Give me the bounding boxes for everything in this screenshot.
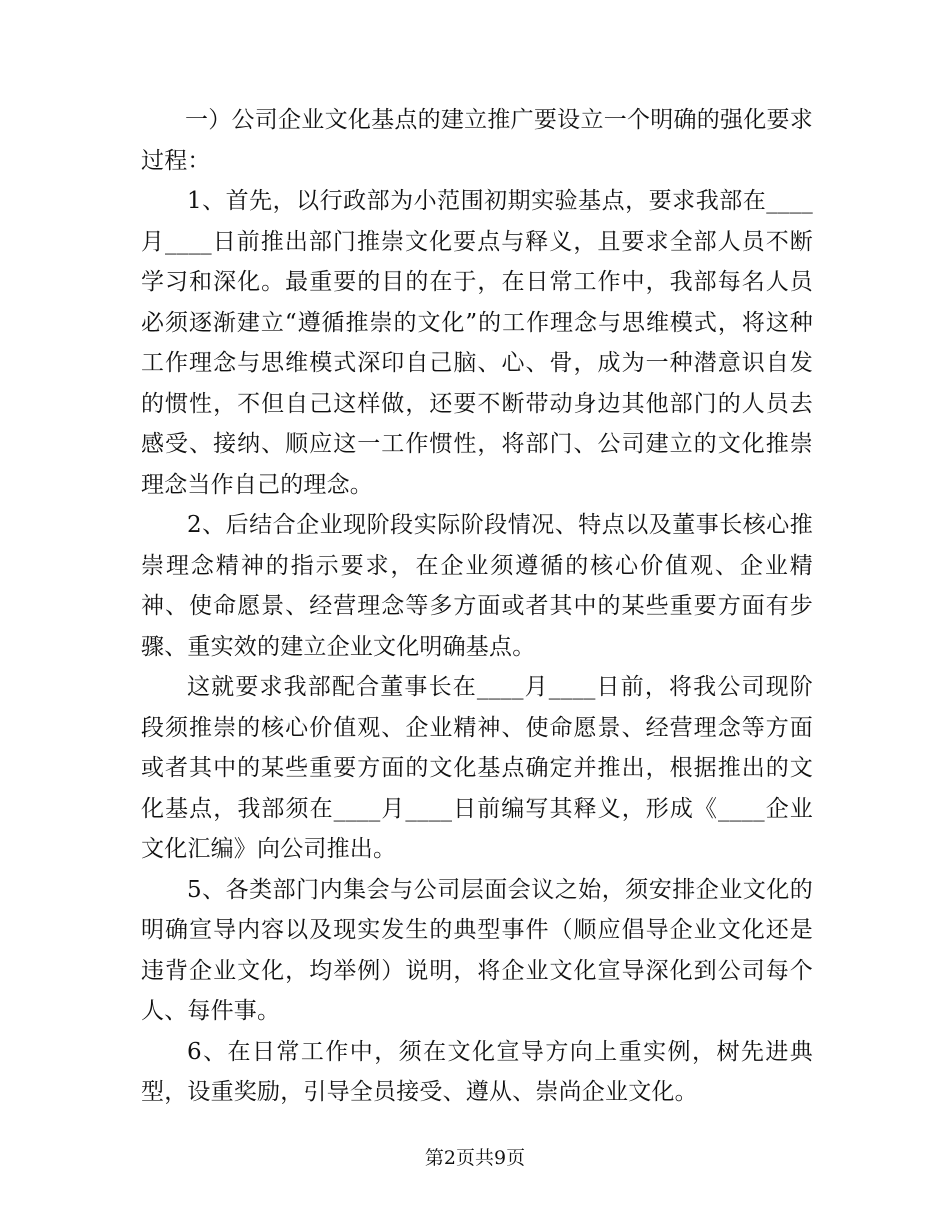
paragraph-section-heading: 一）公司企业文化基点的建立推广要设立一个明确的强化要求过程： bbox=[141, 107, 813, 174]
paragraph-item-6: 6、在日常工作中，须在文化宣导方向上重实例，树先进典型，设重奖励，引导全员接受、遵从、崇尚企业文化。 bbox=[141, 1038, 813, 1105]
paragraph-item-2: 2、后结合企业现阶段实际阶段情况、特点以及董事长核心推崇理念精神的指示要求，在企业须遵循的核心价值观、企业精神、使命愿景、经营理念等多方面或者其中的某些重要方面有步骤、重实效的建立企业文化明确基点。 bbox=[141, 512, 813, 660]
document-body bbox=[141, 100, 813, 1113]
paragraph-item-5: 5、各类部门内集会与公司层面会议之始，须安排企业文化的明确宣导内容以及现实发生的典型事件（顺应倡导企业文化还是违背企业文化，均举例）说明，将企业文化宣导深化到公司每个人、每件事。 bbox=[141, 876, 813, 1024]
paragraph-item-1: 1、首先，以行政部为小范围初期实验基点，要求我部在____月____日前推出部门推崇文化要点与释义，且要求全部人员不断学习和深化。最重要的目的在于，在日常工作中，我部每名人员必须逐渐建立“遵循推崇的文化”的工作理念与思维模式，将这种工作理念与思维模式深印自己脑、心、骨，成为一种潜意识自发的惯性，不但自己这样做，还要不断带动身边其他部门的人员去感受、接纳、顺应这一工作惯性，将部门、公司建立的文化推崇理念当作自己的理念。 bbox=[141, 188, 813, 498]
paragraph-requirement: 这就要求我部配合董事长在____月____日前，将我公司现阶段须推崇的核心价值观、企业精神、使命愿景、经营理念等方面或者其中的某些重要方面的文化基点确定并推出，根据推出的文化基点，我部须在____月____日前编写其释义，形成《____企业文化汇编》向公司推出。 bbox=[141, 674, 813, 862]
page-number-footer: 第2页共9页 bbox=[424, 1147, 526, 1169]
